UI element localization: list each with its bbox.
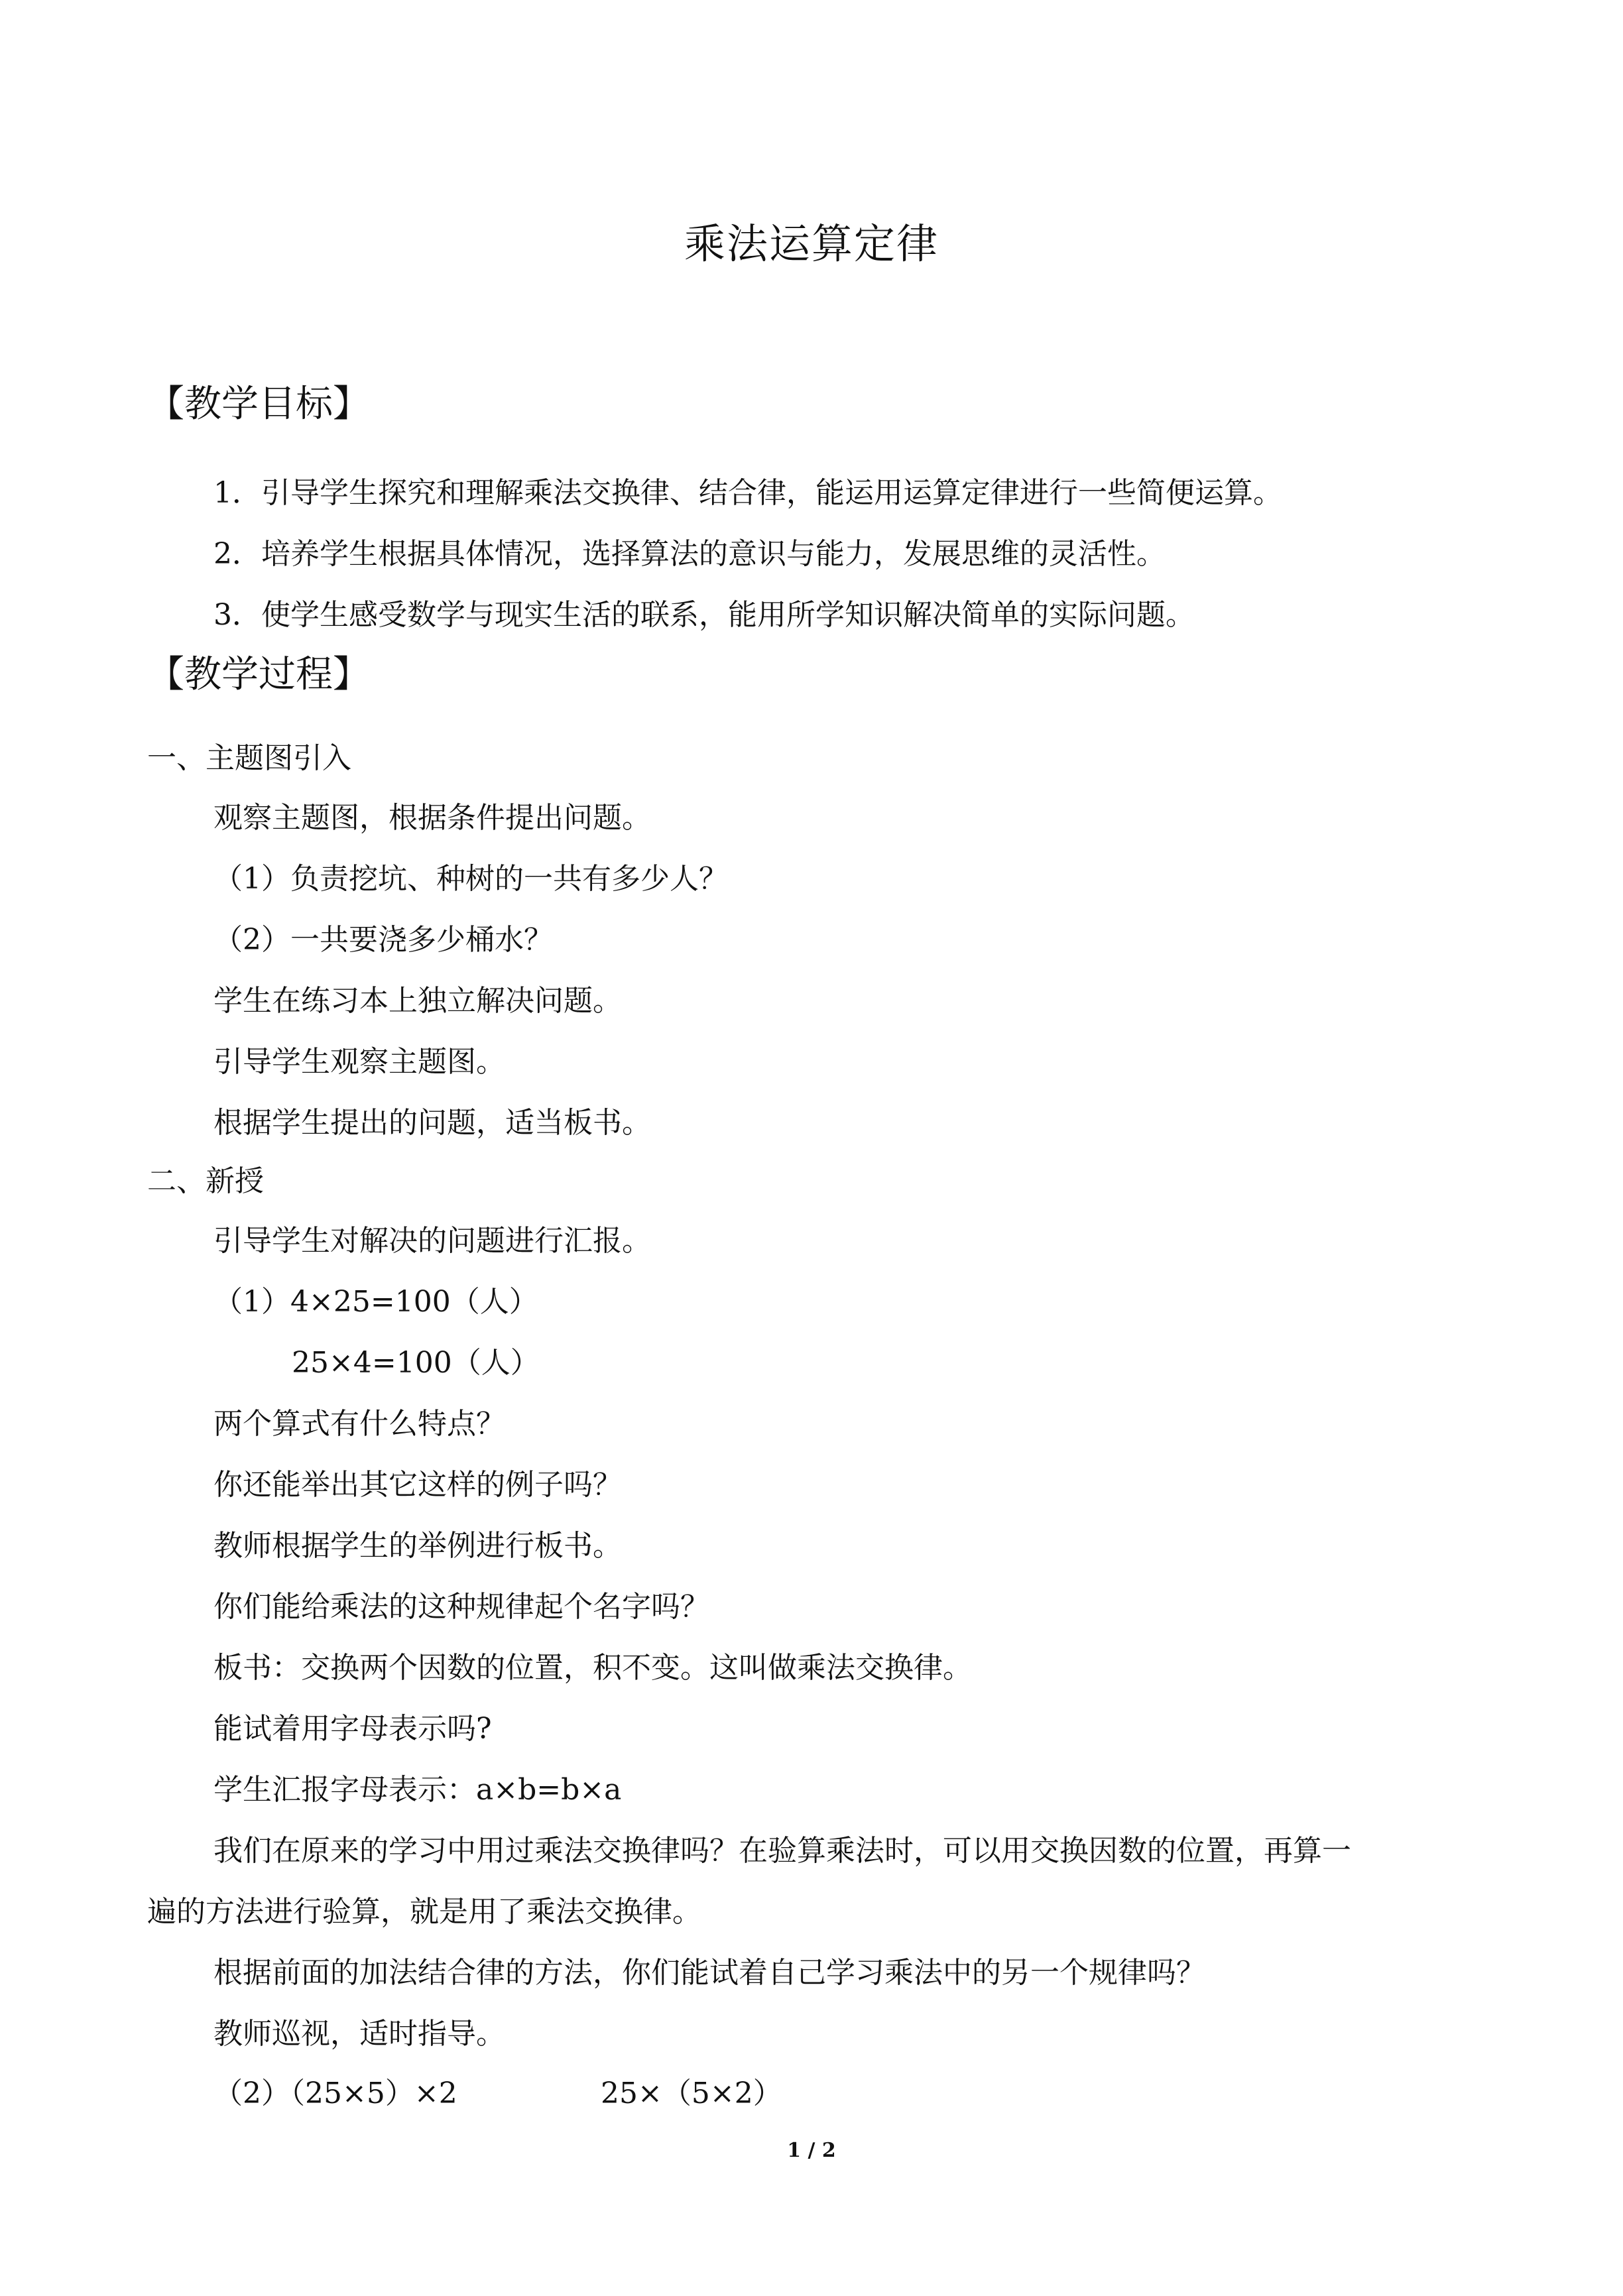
objective-item: 1．引导学生探究和理解乘法交换律、结合律，能运用运算定律进行一些简便运算。	[213, 476, 1282, 510]
question-item: （2）一共要浇多少桶水？	[213, 923, 553, 957]
section-heading-part1: 一、主题图引入	[147, 741, 351, 775]
page-title: 乘法运算定律	[684, 219, 939, 268]
body-line: 根据学生提出的问题，适当板书。	[213, 1106, 651, 1140]
body-line: 学生在练习本上独立解决问题。	[213, 984, 622, 1018]
body-line: 遍的方法进行验算，就是用了乘法交换律。	[147, 1895, 701, 1929]
body-line: 教师根据学生的举例进行板书。	[213, 1529, 622, 1563]
body-line: 能试着用字母表示吗?	[213, 1712, 492, 1746]
equation-line: （1）4×25=100（人）	[213, 1285, 538, 1319]
section-heading-part2: 二、新授	[147, 1164, 264, 1198]
question-item: （1）负责挖坑、种树的一共有多少人？	[213, 862, 728, 896]
formula-line: 学生汇报字母表示：a×b=b×a	[213, 1773, 622, 1807]
page-number: 1 / 2	[787, 2139, 836, 2162]
body-line: 观察主题图，根据条件提出问题。	[213, 801, 651, 835]
body-line: 教师巡视，适时指导。	[213, 2017, 505, 2051]
body-line: 板书：交换两个因数的位置，积不变。这叫做乘法交换律。	[213, 1651, 972, 1685]
body-line: 你们能给乘法的这种规律起个名字吗？	[213, 1590, 709, 1624]
body-line: 你还能举出其它这样的例子吗？	[213, 1468, 622, 1502]
objectives-heading: 【教学目标】	[147, 383, 370, 426]
process-heading: 【教学过程】	[147, 653, 370, 696]
objective-item: 2．培养学生根据具体情况，选择算法的意识与能力，发展思维的灵活性。	[213, 537, 1166, 571]
body-line: 两个算式有什么特点？	[213, 1407, 505, 1441]
equation-line: 25×4=100（人）	[292, 1346, 540, 1380]
objective-item: 3．使学生感受数学与现实生活的联系，能用所学知识解决简单的实际问题。	[213, 598, 1195, 632]
body-line: 根据前面的加法结合律的方法，你们能试着自己学习乘法中的另一个规律吗？	[213, 1956, 1205, 1990]
body-line: 引导学生对解决的问题进行汇报。	[213, 1224, 651, 1258]
body-line: 我们在原来的学习中用过乘法交换律吗？在验算乘法时，可以用交换因数的位置，再算一	[213, 1834, 1351, 1868]
body-line: 引导学生观察主题图。	[213, 1045, 505, 1079]
equation-line: （2）（25×5）×2	[213, 2077, 457, 2110]
equation-line: 25×（5×2）	[601, 2077, 782, 2110]
